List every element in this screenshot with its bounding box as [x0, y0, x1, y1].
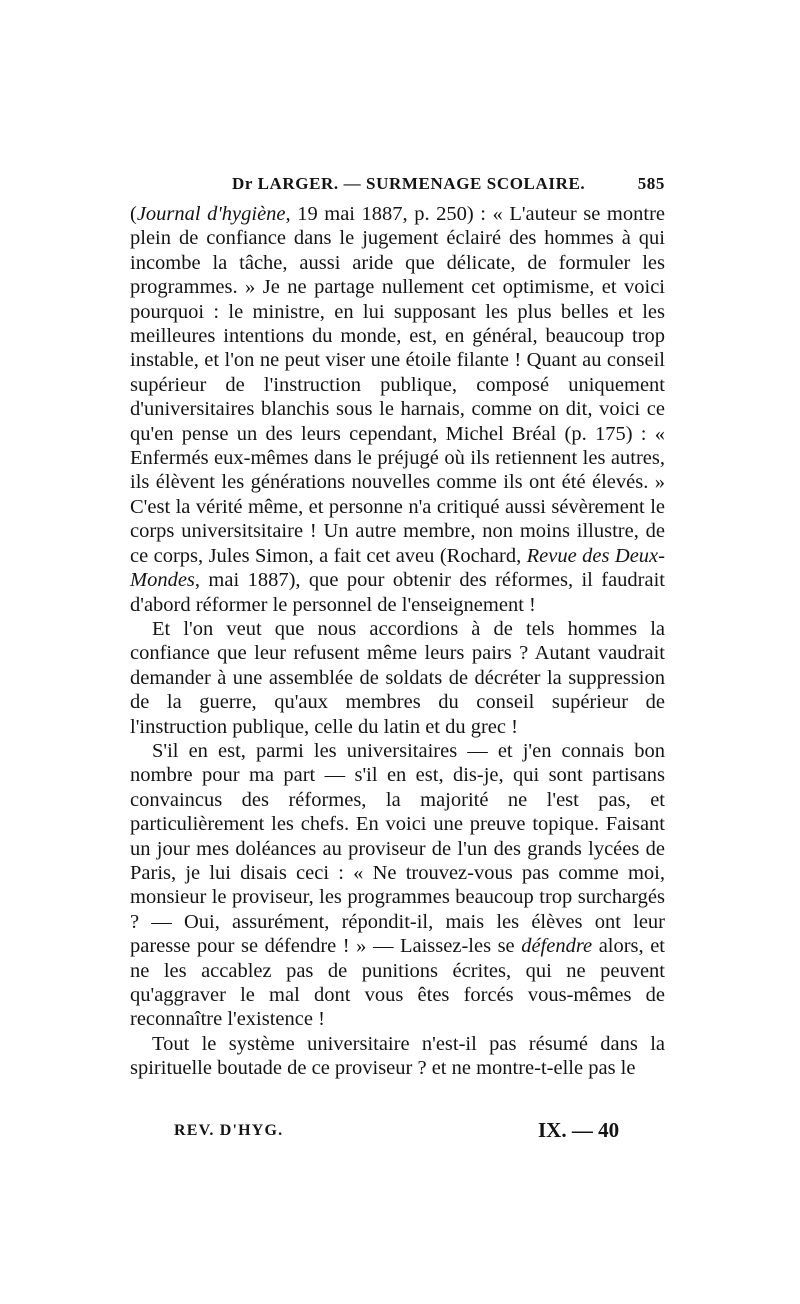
paragraph-4-segment: Tout le système universitaire n'est-il pas résumé dans la spirituelle boutade de ce proviseur ? et ne montre-t-elle pas le [130, 1032, 665, 1080]
printer-signature: REV. D'HYG. [174, 1122, 284, 1139]
page-number: 585 [637, 174, 665, 193]
paragraph-1 [130, 202, 665, 617]
paragraph-1-segment: ( [130, 203, 137, 225]
paragraph-1-segment: , 19 mai 1887, p. 250) : « L'auteur se montre plein de confiance dans le jugement éclairé des hommes à qui incombe la tâche, aussi aride que délicate, de formuler les programmes. » Je ne partage nullement cet optimisme, et voici pourquoi : le ministre, en lui supposant les plus belles et les meilleures intentions du monde, est, en général, beaucoup trop instable, et l'on ne peut viser une étoile filante ! Quant au conseil supérieur de l'instruction publique, composé uniquement d'universitaires blanchis sous le harnais, comme on dit, voici ce qu'en pense un des leurs cependant, Michel Bréal (p. 175) : « Enfermés eux-mêmes dans le préjugé où ils retiennent les autres, ils élèvent les générations nouvelles comme ils ont été élevés. » C'est la vérité même, et personne n'a critiqué aussi sévèrement le corps universitsitaire ! Un autre membre, non moins illustre, de ce corps, Jules Simon, a fait cet aveu (Rochard, [130, 203, 665, 567]
body-text [130, 202, 665, 1081]
paragraph-1-segment: , mai 1887), que pour obtenir des réformes, il faudrait d'abord réformer le personnel de l'enseignement ! [130, 569, 665, 616]
running-header [130, 168, 665, 200]
emphasis-defendre: défendre [521, 935, 593, 958]
paragraph-3 [130, 739, 665, 1032]
paragraph-3-segment: S'il en est, parmi les universitaires — et j'en connais bon nombre pour ma part — s'il en est, dis-je, qui sont partisans convaincus des réformes, la majorité ne l'est pas, et particulièrement les chefs. En voici une preuve topique. Faisant un jour mes doléances au proviseur de l'un des grands lycées de Paris, je lui disais ceci : « Ne trouvez-vous pas comme moi, monsieur le proviseur, les programmes beaucoup trop surchargés ? — Oui, assurément, répondit-il, mais les élèves ont leur paresse pour se défendre ! » — Laissez-les se [130, 739, 665, 958]
paragraph-2 [130, 617, 665, 739]
paragraph-2-segment: Et l'on veut que nous accordions à de tels hommes la confiance que leur refusent même leurs pairs ? Autant vaudrait demander à une assemblée de soldats de décréter la suppression de la guerre, qu'aux membres du conseil supérieur de l'instruction publique, celle du latin et du grec ! [130, 617, 665, 738]
sheet-number: IX. — 40 [538, 1118, 620, 1142]
page-footer [130, 1118, 665, 1148]
paragraph-3-segment: alors, et ne les accablez pas de punitions écrites, qui ne peuvent qu'aggraver le mal dont vous êtes forcés vous-mêmes de reconnaître l'existence ! [130, 935, 665, 1031]
revue-title-citation: Revue des Deux-Mondes [130, 544, 665, 592]
journal-title-citation: Journal d'hygiène [136, 203, 286, 225]
running-title: Dr LARGER. — SURMENAGE SCOLAIRE. [232, 174, 586, 193]
paragraph-4 [130, 1032, 665, 1081]
